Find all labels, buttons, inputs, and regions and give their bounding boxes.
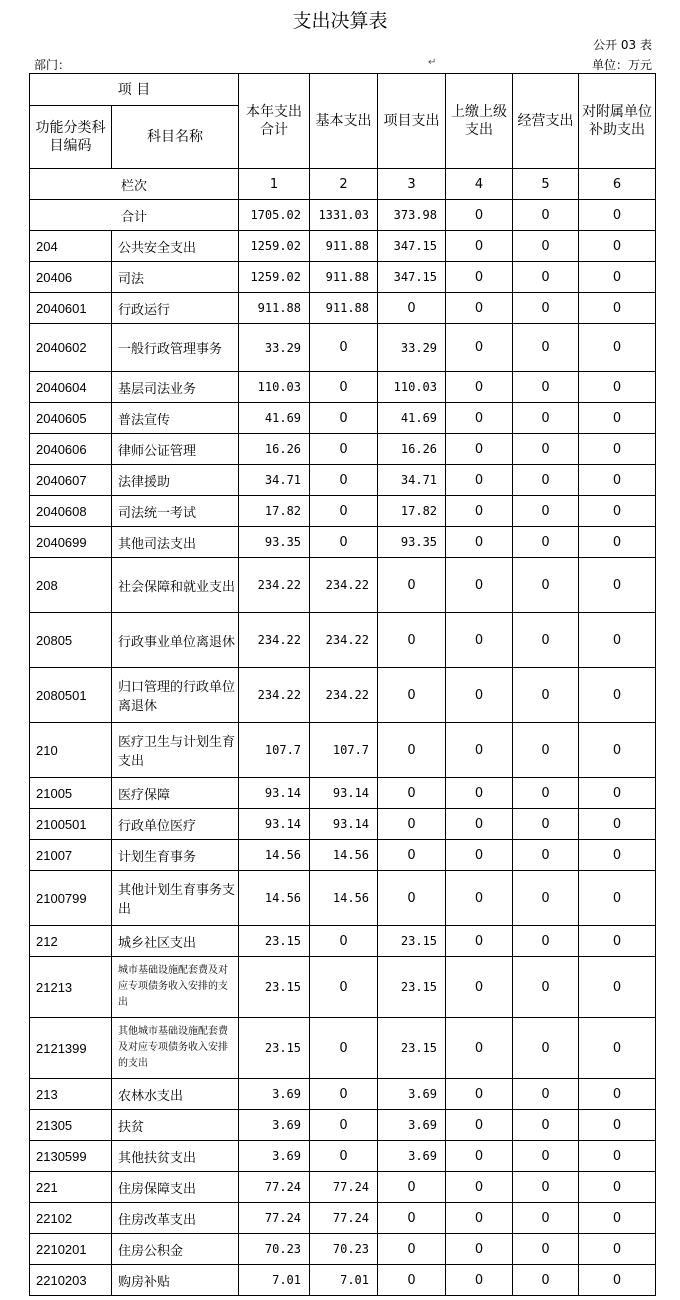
value-cell: 0 — [513, 926, 579, 957]
value-cell: 234.22 — [239, 668, 310, 723]
value-cell: 0 — [378, 558, 446, 613]
total-row — [30, 200, 656, 231]
value-cell: 93.35 — [239, 527, 310, 558]
value-cell: 0 — [579, 1265, 656, 1296]
value-cell: 93.14 — [310, 778, 378, 809]
value-cell: 0 — [446, 926, 513, 957]
value-cell: 0 — [579, 558, 656, 613]
value-cell: 0 — [310, 434, 378, 465]
table-row — [30, 1234, 656, 1265]
value-cell: 0 — [579, 1203, 656, 1234]
value-cell: 0 — [513, 496, 579, 527]
table-row — [30, 1172, 656, 1203]
table-row — [30, 1018, 656, 1079]
table-row — [30, 324, 656, 372]
value-cell: 93.14 — [239, 809, 310, 840]
header-col-4: 上缴上级支出 — [446, 74, 513, 169]
table-row — [30, 231, 656, 262]
func-code-cell: 21305 — [30, 1110, 112, 1141]
value-cell: 77.24 — [310, 1172, 378, 1203]
value-cell: 234.22 — [310, 558, 378, 613]
value-cell: 16.26 — [239, 434, 310, 465]
value-cell: 0 — [513, 1079, 579, 1110]
value-cell: 0 — [446, 1203, 513, 1234]
value-cell: 0 — [446, 723, 513, 778]
subject-name-cell: 法律援助 — [112, 465, 239, 496]
col-index-value: 5 — [513, 169, 579, 200]
func-code-cell: 2121399 — [30, 1018, 112, 1079]
value-cell: 3.69 — [239, 1079, 310, 1110]
value-cell: 0 — [310, 1079, 378, 1110]
table-row — [30, 668, 656, 723]
subject-name-cell: 行政单位医疗 — [112, 809, 239, 840]
value-cell: 0 — [310, 1018, 378, 1079]
value-cell: 23.15 — [239, 957, 310, 1018]
value-cell: 0 — [310, 403, 378, 434]
value-cell: 0 — [446, 403, 513, 434]
value-cell: 0 — [513, 809, 579, 840]
value-cell: 0 — [446, 840, 513, 871]
value-cell: 0 — [579, 778, 656, 809]
value-cell: 0 — [446, 1079, 513, 1110]
value-cell: 3.69 — [378, 1079, 446, 1110]
value-cell: 41.69 — [239, 403, 310, 434]
total-value: 1705.02 — [239, 200, 310, 231]
value-cell: 0 — [579, 1141, 656, 1172]
total-value: 1331.03 — [310, 200, 378, 231]
table-row — [30, 613, 656, 668]
header-col-2: 基本支出 — [310, 74, 378, 169]
func-code-cell: 2130599 — [30, 1141, 112, 1172]
value-cell: 110.03 — [239, 372, 310, 403]
value-cell: 14.56 — [239, 840, 310, 871]
value-cell: 70.23 — [239, 1234, 310, 1265]
value-cell: 0 — [579, 1172, 656, 1203]
func-code-cell: 2040606 — [30, 434, 112, 465]
value-cell: 0 — [579, 434, 656, 465]
value-cell: 23.15 — [378, 1018, 446, 1079]
value-cell: 77.24 — [239, 1172, 310, 1203]
table-row — [30, 403, 656, 434]
value-cell: 0 — [310, 957, 378, 1018]
value-cell: 234.22 — [239, 558, 310, 613]
value-cell: 0 — [378, 1234, 446, 1265]
value-cell: 0 — [513, 1203, 579, 1234]
value-cell: 0 — [446, 293, 513, 324]
value-cell: 0 — [579, 957, 656, 1018]
value-cell: 77.24 — [310, 1203, 378, 1234]
subject-name-cell: 行政事业单位离退休 — [112, 613, 239, 668]
func-code-cell: 210 — [30, 723, 112, 778]
func-code-cell: 21007 — [30, 840, 112, 871]
value-cell: 41.69 — [378, 403, 446, 434]
subject-name-cell: 住房公积金 — [112, 1234, 239, 1265]
value-cell: 0 — [446, 1172, 513, 1203]
value-cell: 0 — [579, 372, 656, 403]
subject-name-cell: 其他扶贫支出 — [112, 1141, 239, 1172]
table-row — [30, 1203, 656, 1234]
func-code-cell: 2210203 — [30, 1265, 112, 1296]
func-code-cell: 2210201 — [30, 1234, 112, 1265]
value-cell: 70.23 — [310, 1234, 378, 1265]
value-cell: 33.29 — [378, 324, 446, 372]
value-cell: 7.01 — [239, 1265, 310, 1296]
total-value: 0 — [579, 200, 656, 231]
table-row — [30, 496, 656, 527]
func-code-cell: 20406 — [30, 262, 112, 293]
value-cell: 23.15 — [239, 926, 310, 957]
value-cell: 0 — [378, 1172, 446, 1203]
value-cell: 0 — [446, 262, 513, 293]
value-cell: 0 — [310, 324, 378, 372]
value-cell: 0 — [579, 1018, 656, 1079]
value-cell: 0 — [513, 558, 579, 613]
value-cell: 0 — [513, 1110, 579, 1141]
header-func-code: 功能分类科目编码 — [30, 106, 112, 169]
value-cell: 0 — [446, 434, 513, 465]
table-row — [30, 465, 656, 496]
value-cell: 0 — [310, 926, 378, 957]
func-code-cell: 2100799 — [30, 871, 112, 926]
value-cell: 911.88 — [310, 293, 378, 324]
value-cell: 0 — [513, 840, 579, 871]
value-cell: 16.26 — [378, 434, 446, 465]
func-code-cell: 2040607 — [30, 465, 112, 496]
table-row — [30, 1141, 656, 1172]
subject-name-cell: 医疗保障 — [112, 778, 239, 809]
table-row — [30, 926, 656, 957]
table-row — [30, 293, 656, 324]
func-code-cell: 2040604 — [30, 372, 112, 403]
subject-name-cell: 扶贫 — [112, 1110, 239, 1141]
form-number: 公开 03 表 — [593, 38, 652, 52]
value-cell: 0 — [579, 613, 656, 668]
func-code-cell: 213 — [30, 1079, 112, 1110]
subject-name-cell: 其他计划生育事务支出 — [112, 871, 239, 926]
value-cell: 107.7 — [239, 723, 310, 778]
table-row — [30, 372, 656, 403]
value-cell: 3.69 — [378, 1110, 446, 1141]
value-cell: 0 — [378, 778, 446, 809]
value-cell: 0 — [579, 1110, 656, 1141]
value-cell: 0 — [446, 465, 513, 496]
total-label: 合计 — [30, 200, 239, 231]
value-cell: 0 — [579, 496, 656, 527]
table-row — [30, 1079, 656, 1110]
header-row-top — [30, 74, 656, 106]
subject-name-cell: 基层司法业务 — [112, 372, 239, 403]
value-cell: 93.35 — [378, 527, 446, 558]
value-cell: 0 — [579, 527, 656, 558]
col-index-value: 2 — [310, 169, 378, 200]
total-value: 0 — [446, 200, 513, 231]
value-cell: 0 — [579, 840, 656, 871]
value-cell: 0 — [579, 1234, 656, 1265]
value-cell: 0 — [446, 231, 513, 262]
table-row — [30, 1110, 656, 1141]
value-cell: 0 — [513, 1234, 579, 1265]
header-col-6: 对附属单位补助支出 — [579, 74, 656, 169]
value-cell: 0 — [378, 668, 446, 723]
value-cell: 234.22 — [239, 613, 310, 668]
value-cell: 0 — [446, 778, 513, 809]
value-cell: 0 — [446, 1141, 513, 1172]
func-code-cell: 21213 — [30, 957, 112, 1018]
value-cell: 0 — [579, 926, 656, 957]
subject-name-cell: 司法 — [112, 262, 239, 293]
header-col-3: 项目支出 — [378, 74, 446, 169]
value-cell: 0 — [310, 1110, 378, 1141]
value-cell: 0 — [446, 1234, 513, 1265]
value-cell: 0 — [513, 372, 579, 403]
value-cell: 77.24 — [239, 1203, 310, 1234]
value-cell: 911.88 — [310, 231, 378, 262]
value-cell: 0 — [513, 871, 579, 926]
value-cell: 911.88 — [239, 293, 310, 324]
subject-name-cell: 普法宣传 — [112, 403, 239, 434]
subject-name-cell: 城乡社区支出 — [112, 926, 239, 957]
subject-name-cell: 计划生育事务 — [112, 840, 239, 871]
table-row — [30, 1265, 656, 1296]
value-cell: 0 — [446, 324, 513, 372]
value-cell: 0 — [446, 1110, 513, 1141]
value-cell: 110.03 — [378, 372, 446, 403]
value-cell: 14.56 — [310, 871, 378, 926]
value-cell: 0 — [513, 668, 579, 723]
value-cell: 0 — [579, 465, 656, 496]
col-index-value: 6 — [579, 169, 656, 200]
table-row — [30, 840, 656, 871]
value-cell: 3.69 — [239, 1110, 310, 1141]
value-cell: 0 — [579, 262, 656, 293]
func-code-cell: 2040605 — [30, 403, 112, 434]
value-cell: 0 — [513, 1172, 579, 1203]
func-code-cell: 2080501 — [30, 668, 112, 723]
col-index-value: 1 — [239, 169, 310, 200]
subject-name-cell: 行政运行 — [112, 293, 239, 324]
value-cell: 0 — [513, 403, 579, 434]
table-row — [30, 723, 656, 778]
func-code-cell: 2040601 — [30, 293, 112, 324]
func-code-cell: 221 — [30, 1172, 112, 1203]
header-col-1: 本年支出合计 — [239, 74, 310, 169]
col-index-row — [30, 169, 656, 200]
value-cell: 0 — [513, 262, 579, 293]
value-cell: 347.15 — [378, 231, 446, 262]
value-cell: 0 — [513, 957, 579, 1018]
value-cell: 0 — [446, 1018, 513, 1079]
value-cell: 14.56 — [239, 871, 310, 926]
table-row — [30, 809, 656, 840]
value-cell: 0 — [579, 723, 656, 778]
subject-name-cell: 其他城市基础设施配套费及对应专项债务收入安排的支出 — [112, 1018, 239, 1079]
value-cell: 0 — [579, 809, 656, 840]
value-cell: 0 — [513, 1141, 579, 1172]
value-cell: 0 — [513, 324, 579, 372]
value-cell: 17.82 — [378, 496, 446, 527]
value-cell: 23.15 — [378, 926, 446, 957]
value-cell: 107.7 — [310, 723, 378, 778]
value-cell: 0 — [378, 840, 446, 871]
value-cell: 0 — [513, 1018, 579, 1079]
value-cell: 0 — [579, 293, 656, 324]
value-cell: 0 — [513, 613, 579, 668]
col-index-label: 栏次 — [30, 169, 239, 200]
subject-name-cell: 司法统一考试 — [112, 496, 239, 527]
func-code-cell: 22102 — [30, 1203, 112, 1234]
value-cell: 0 — [378, 723, 446, 778]
func-code-cell: 2040699 — [30, 527, 112, 558]
value-cell: 0 — [310, 1141, 378, 1172]
value-cell: 234.22 — [310, 613, 378, 668]
value-cell: 0 — [513, 231, 579, 262]
expenditure-table — [29, 73, 656, 1296]
value-cell: 3.69 — [378, 1141, 446, 1172]
subject-name-cell: 社会保障和就业支出 — [112, 558, 239, 613]
value-cell: 0 — [446, 871, 513, 926]
subject-name-cell: 住房改革支出 — [112, 1203, 239, 1234]
func-code-cell: 20805 — [30, 613, 112, 668]
value-cell: 0 — [310, 496, 378, 527]
value-cell: 0 — [310, 465, 378, 496]
value-cell: 0 — [446, 809, 513, 840]
func-code-cell: 2040608 — [30, 496, 112, 527]
subject-name-cell: 公共安全支出 — [112, 231, 239, 262]
header-col-5: 经营支出 — [513, 74, 579, 169]
subject-name-cell: 医疗卫生与计划生育支出 — [112, 723, 239, 778]
table-row — [30, 434, 656, 465]
paragraph-mark-icon: ↵ — [428, 57, 437, 68]
func-code-cell: 212 — [30, 926, 112, 957]
table-row — [30, 957, 656, 1018]
func-code-cell: 2100501 — [30, 809, 112, 840]
value-cell: 0 — [446, 1265, 513, 1296]
subject-name-cell: 住房保障支出 — [112, 1172, 239, 1203]
value-cell: 0 — [310, 372, 378, 403]
subject-name-cell: 一般行政管理事务 — [112, 324, 239, 372]
value-cell: 0 — [378, 613, 446, 668]
subject-name-cell: 购房补贴 — [112, 1265, 239, 1296]
value-cell: 23.15 — [239, 1018, 310, 1079]
value-cell: 1259.02 — [239, 231, 310, 262]
value-cell: 0 — [579, 871, 656, 926]
value-cell: 17.82 — [239, 496, 310, 527]
value-cell: 0 — [446, 613, 513, 668]
value-cell: 0 — [446, 527, 513, 558]
func-code-cell: 21005 — [30, 778, 112, 809]
value-cell: 0 — [446, 668, 513, 723]
header-project: 项 目 — [30, 74, 239, 106]
value-cell: 0 — [513, 778, 579, 809]
value-cell: 0 — [378, 809, 446, 840]
value-cell: 1259.02 — [239, 262, 310, 293]
value-cell: 3.69 — [239, 1141, 310, 1172]
col-index-value: 3 — [378, 169, 446, 200]
value-cell: 0 — [446, 372, 513, 403]
subject-name-cell: 农林水支出 — [112, 1079, 239, 1110]
value-cell: 14.56 — [310, 840, 378, 871]
subject-name-cell: 城市基础设施配套费及对应专项债务收入安排的支出 — [112, 957, 239, 1018]
table-row — [30, 871, 656, 926]
value-cell: 0 — [446, 496, 513, 527]
value-cell: 93.14 — [239, 778, 310, 809]
value-cell: 911.88 — [310, 262, 378, 293]
value-cell: 0 — [579, 668, 656, 723]
func-code-cell: 204 — [30, 231, 112, 262]
value-cell: 0 — [513, 434, 579, 465]
value-cell: 0 — [310, 527, 378, 558]
value-cell: 34.71 — [378, 465, 446, 496]
header-subject-name: 科目名称 — [112, 106, 239, 169]
value-cell: 0 — [579, 231, 656, 262]
value-cell: 0 — [513, 723, 579, 778]
value-cell: 34.71 — [239, 465, 310, 496]
value-cell: 0 — [579, 1079, 656, 1110]
value-cell: 0 — [446, 957, 513, 1018]
value-cell: 0 — [378, 871, 446, 926]
value-cell: 0 — [513, 293, 579, 324]
subject-name-cell: 归口管理的行政单位离退休 — [112, 668, 239, 723]
value-cell: 23.15 — [378, 957, 446, 1018]
subject-name-cell: 律师公证管理 — [112, 434, 239, 465]
unit-label: 单位：万元 — [591, 58, 652, 72]
col-index-value: 4 — [446, 169, 513, 200]
total-value: 0 — [513, 200, 579, 231]
subject-name-cell: 其他司法支出 — [112, 527, 239, 558]
department-label: 部门： — [34, 58, 71, 72]
table-row — [30, 558, 656, 613]
table-row — [30, 527, 656, 558]
value-cell: 0 — [378, 1203, 446, 1234]
value-cell: 0 — [378, 293, 446, 324]
value-cell: 7.01 — [310, 1265, 378, 1296]
value-cell: 33.29 — [239, 324, 310, 372]
value-cell: 0 — [513, 527, 579, 558]
total-value: 373.98 — [378, 200, 446, 231]
value-cell: 0 — [513, 1265, 579, 1296]
page-title: 支出决算表 — [292, 10, 388, 32]
value-cell: 0 — [579, 403, 656, 434]
value-cell: 234.22 — [310, 668, 378, 723]
table-row — [30, 778, 656, 809]
value-cell: 0 — [579, 324, 656, 372]
value-cell: 347.15 — [378, 262, 446, 293]
table-row — [30, 262, 656, 293]
func-code-cell: 2040602 — [30, 324, 112, 372]
func-code-cell: 208 — [30, 558, 112, 613]
value-cell: 93.14 — [310, 809, 378, 840]
value-cell: 0 — [513, 465, 579, 496]
value-cell: 0 — [378, 1265, 446, 1296]
value-cell: 0 — [446, 558, 513, 613]
